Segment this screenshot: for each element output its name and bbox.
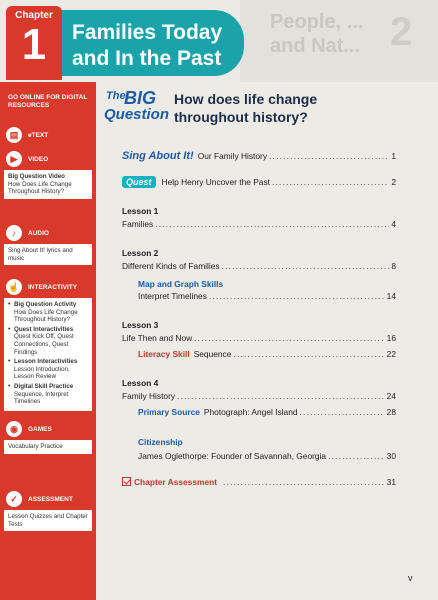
toc-entry-chapter-assessment[interactable]: Chapter Assessment ..... 31	[122, 476, 396, 487]
chapter-title-line2: and In the Past	[72, 47, 222, 70]
toc-entry-sequence[interactable]: Literacy Skill Sequence ..... 22	[138, 349, 396, 359]
sidebar-audio[interactable]: ♪ AUDIO Sing About It! lyrics and music	[0, 224, 96, 265]
toc-entry-angel-island[interactable]: Primary Source Photograph: Angel Island ..... 28	[138, 407, 396, 417]
sidebar-video[interactable]: ▶ VIDEO Big Question Video How Does Life Change Throughout History?	[0, 150, 96, 199]
lesson-3-heading: Lesson 3	[122, 320, 159, 330]
chapter-title-banner	[58, 10, 244, 76]
gamepad-icon: ◉	[6, 421, 22, 437]
digital-resources-sidebar	[0, 82, 96, 600]
toc-entry-lesson-1[interactable]: Families ..... 4	[122, 219, 396, 229]
sidebar-heading: GO ONLINE FOR DIGITAL RESOURCES	[8, 94, 88, 109]
audio-resource[interactable]: Sing About It! lyrics and music	[4, 244, 92, 265]
bleed-through-text: People, ... and Nat... 2	[240, 0, 438, 82]
speaker-icon: ♪	[6, 225, 22, 241]
sidebar-assessment[interactable]: ✓ ASSESSMENT Lesson Quizzes and Chapter Tests	[0, 490, 96, 531]
chapter-badge	[6, 6, 62, 80]
chapter-number: 1	[21, 20, 47, 69]
list-item[interactable]: • Quest Interactivities Quest Kick Off, Quest Connections, Quest Findings	[8, 326, 88, 356]
primary-source-label: Primary Source	[138, 407, 200, 417]
toc-entry-quest[interactable]: Quest Help Henry Uncover the Past ..... 2	[122, 176, 396, 188]
toc-entry-sing-about-it[interactable]: Sing About It! Our Family History ..... 1	[122, 150, 396, 162]
literacy-skill-label: Literacy Skill	[138, 349, 190, 359]
games-resource[interactable]: Vocabulary Practice	[4, 440, 92, 454]
sing-about-it-logo: Sing About It!	[122, 150, 194, 162]
book-icon: ▤	[6, 127, 22, 143]
play-icon: ▶	[6, 151, 22, 167]
list-item[interactable]: • Lesson Interactivities Lesson Introduction, Lesson Review	[8, 358, 88, 381]
lesson-1-heading: Lesson 1	[122, 206, 159, 216]
page-number: v	[408, 573, 413, 583]
video-resource[interactable]: Big Question Video How Does Life Change Throughout History?	[4, 170, 92, 199]
checkmark-icon: ✓	[6, 491, 22, 507]
chapter-header	[0, 0, 438, 82]
toc-entry-interpret-timelines[interactable]: Interpret Timelines ..... 14	[138, 291, 396, 301]
pointer-icon: ☝	[6, 279, 22, 295]
citizenship-heading: Citizenship	[138, 437, 183, 447]
toc-entry-lesson-3[interactable]: Life Then and Now ..... 16	[122, 333, 396, 343]
map-graph-skills-heading: Map and Graph Skills	[138, 279, 224, 289]
toc-entry-oglethorpe[interactable]: James Oglethorpe: Founder of Savannah, Georgia ..... 30	[138, 451, 396, 461]
assessment-resource[interactable]: Lesson Quizzes and Chapter Tests	[4, 510, 92, 531]
chapter-label: Chapter	[15, 10, 53, 21]
list-item[interactable]: • Big Question Activity How Does Life Change Throughout History?	[8, 301, 88, 324]
sidebar-games[interactable]: ◉ GAMES Vocabulary Practice	[0, 420, 96, 454]
big-question-logo: The BIG Question	[104, 88, 170, 123]
big-question-text: How does life change throughout history?	[174, 91, 318, 125]
sidebar-interactivity[interactable]: ☝ INTERACTIVITY • Big Question Activity How Does Life Change Throughout History? • Quest Interactivities Quest Kick Off, Quest Connections, Quest Findings • Lesson Interactivities Lesson Introduction, Lesson Review • Digital Skill Practice Sequence, Interpret Timelines	[0, 278, 96, 411]
sidebar-etext[interactable]: ▤ eTEXT	[0, 126, 96, 144]
toc-entry-lesson-2[interactable]: Different Kinds of Families ..... 8	[122, 261, 396, 271]
list-item[interactable]: • Digital Skill Practice Sequence, Interpret Timelines	[8, 383, 88, 406]
chapter-title-line1: Families Today	[72, 21, 223, 44]
lesson-2-heading: Lesson 2	[122, 248, 159, 258]
checkbox-icon	[122, 477, 131, 486]
toc-entry-lesson-4[interactable]: Family History ..... 24	[122, 391, 396, 401]
lesson-4-heading: Lesson 4	[122, 378, 159, 388]
quest-logo: Quest	[122, 176, 156, 188]
interactivity-resources[interactable]	[4, 298, 92, 411]
